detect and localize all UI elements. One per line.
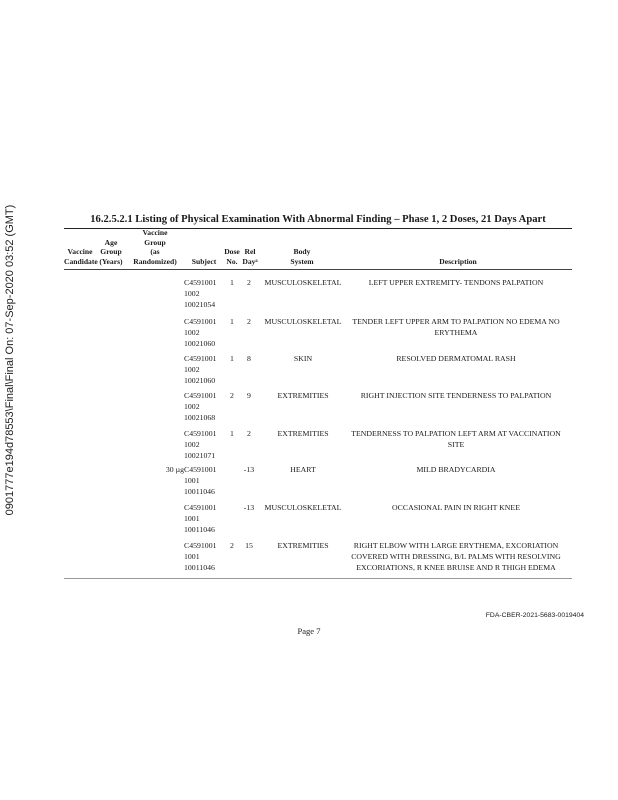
dose-cell: 2 xyxy=(230,391,234,400)
subject-cell: C4591001 1001 10011046 xyxy=(184,503,217,534)
body-system-cell: MUSCULOSKELETAL xyxy=(264,317,342,326)
rel-day-cell: 2 xyxy=(247,429,251,438)
subject-cell: C4591001 1002 10021071 xyxy=(184,429,217,460)
subject-cell: C4591001 1001 10011046 xyxy=(184,465,217,496)
rel-day-cell: -13 xyxy=(243,465,255,474)
document-id: FDA-CBER-2021-5683-0019404 xyxy=(485,612,584,619)
header-subject: Subject xyxy=(191,256,217,266)
subject-cell: C4591001 1002 10021068 xyxy=(184,391,217,422)
rel-day-cell: 2 xyxy=(247,317,251,326)
body-system-cell: EXTREMITIES xyxy=(277,541,329,550)
rel-day-cell: 15 xyxy=(245,541,253,550)
body-system-cell: MUSCULOSKELETAL xyxy=(264,278,342,287)
header-description: Description xyxy=(439,256,477,266)
document-timestamp-text: 0901777e194d78553\Final\Final On: 07-Sep-2020 03:52 (GMT) xyxy=(4,204,16,516)
subject-cell: C4591001 1002 10021060 xyxy=(184,317,217,348)
description-cell: LEFT UPPER EXTREMITY- TENDONS PALPATION xyxy=(368,278,544,287)
dose-cell: 1 xyxy=(230,278,234,287)
header-vaccine-candidate: Vaccine Candidate xyxy=(64,247,98,266)
subject-cell: C4591001 1002 10021060 xyxy=(184,354,217,385)
description-cell: TENDER LEFT UPPER ARM TO PALPATION NO EDEMA NO ERYTHEMA xyxy=(352,317,560,337)
description-cell: TENDERNESS TO PALPATION LEFT ARM AT VACCINATION SITE xyxy=(351,429,561,449)
dose-cell: 1 xyxy=(230,429,234,438)
subject-cell: C4591001 1001 10011046 xyxy=(184,541,217,572)
body-system-cell: MUSCULOSKELETAL xyxy=(264,503,342,512)
document-timestamp-stamp xyxy=(3,150,17,570)
table-header xyxy=(64,229,572,269)
table-bottom-rule xyxy=(64,578,572,579)
description-cell: MILD BRADYCARDIA xyxy=(416,465,496,474)
rel-day-cell: 2 xyxy=(247,278,251,287)
dose-cell: 1 xyxy=(230,354,234,363)
header-body-system: Body System xyxy=(290,247,314,266)
header-age-group: Age Group (Years) xyxy=(99,237,123,266)
body-system-cell: EXTREMITIES xyxy=(277,429,329,438)
header-rel-day: Rel Dayᵃ xyxy=(242,247,258,266)
rel-day-cell: 8 xyxy=(247,354,251,363)
dose-cell: 1 xyxy=(230,317,234,326)
listing-title: 16.2.5.2.1 Listing of Physical Examination With Abnormal Finding – Phase 1, 2 Doses, 21 Days Apart xyxy=(90,214,546,225)
description-cell: RESOLVED DERMATOMAL RASH xyxy=(396,354,516,363)
header-dose-no: Dose No. xyxy=(224,247,240,266)
description-cell: RIGHT INJECTION SITE TENDERNESS TO PALPATION xyxy=(360,391,552,400)
vaccine-group-cell: 30 µg xyxy=(165,465,184,474)
body-system-cell: HEART xyxy=(290,465,316,474)
body-system-cell: SKIN xyxy=(293,354,313,363)
subject-cell: C4591001 1002 10021054 xyxy=(184,278,217,309)
body-system-cell: EXTREMITIES xyxy=(277,391,329,400)
rel-day-cell: -13 xyxy=(243,503,255,512)
dose-cell: 2 xyxy=(230,541,234,550)
rel-day-cell: 9 xyxy=(247,391,251,400)
description-cell: RIGHT ELBOW WITH LARGE ERYTHEMA, EXCORIATION COVERED WITH DRESSING, B/L PALMS WITH RESOLVING EXCORIATIONS, R KNEE BRUISE AND R THIGH EDEMA xyxy=(351,541,561,572)
description-cell: OCCASIONAL PAIN IN RIGHT KNEE xyxy=(392,503,520,512)
header-rule xyxy=(64,269,572,270)
header-vaccine-group: Vaccine Group (as Randomized) xyxy=(133,228,177,266)
page-number: Page 7 xyxy=(297,626,321,636)
